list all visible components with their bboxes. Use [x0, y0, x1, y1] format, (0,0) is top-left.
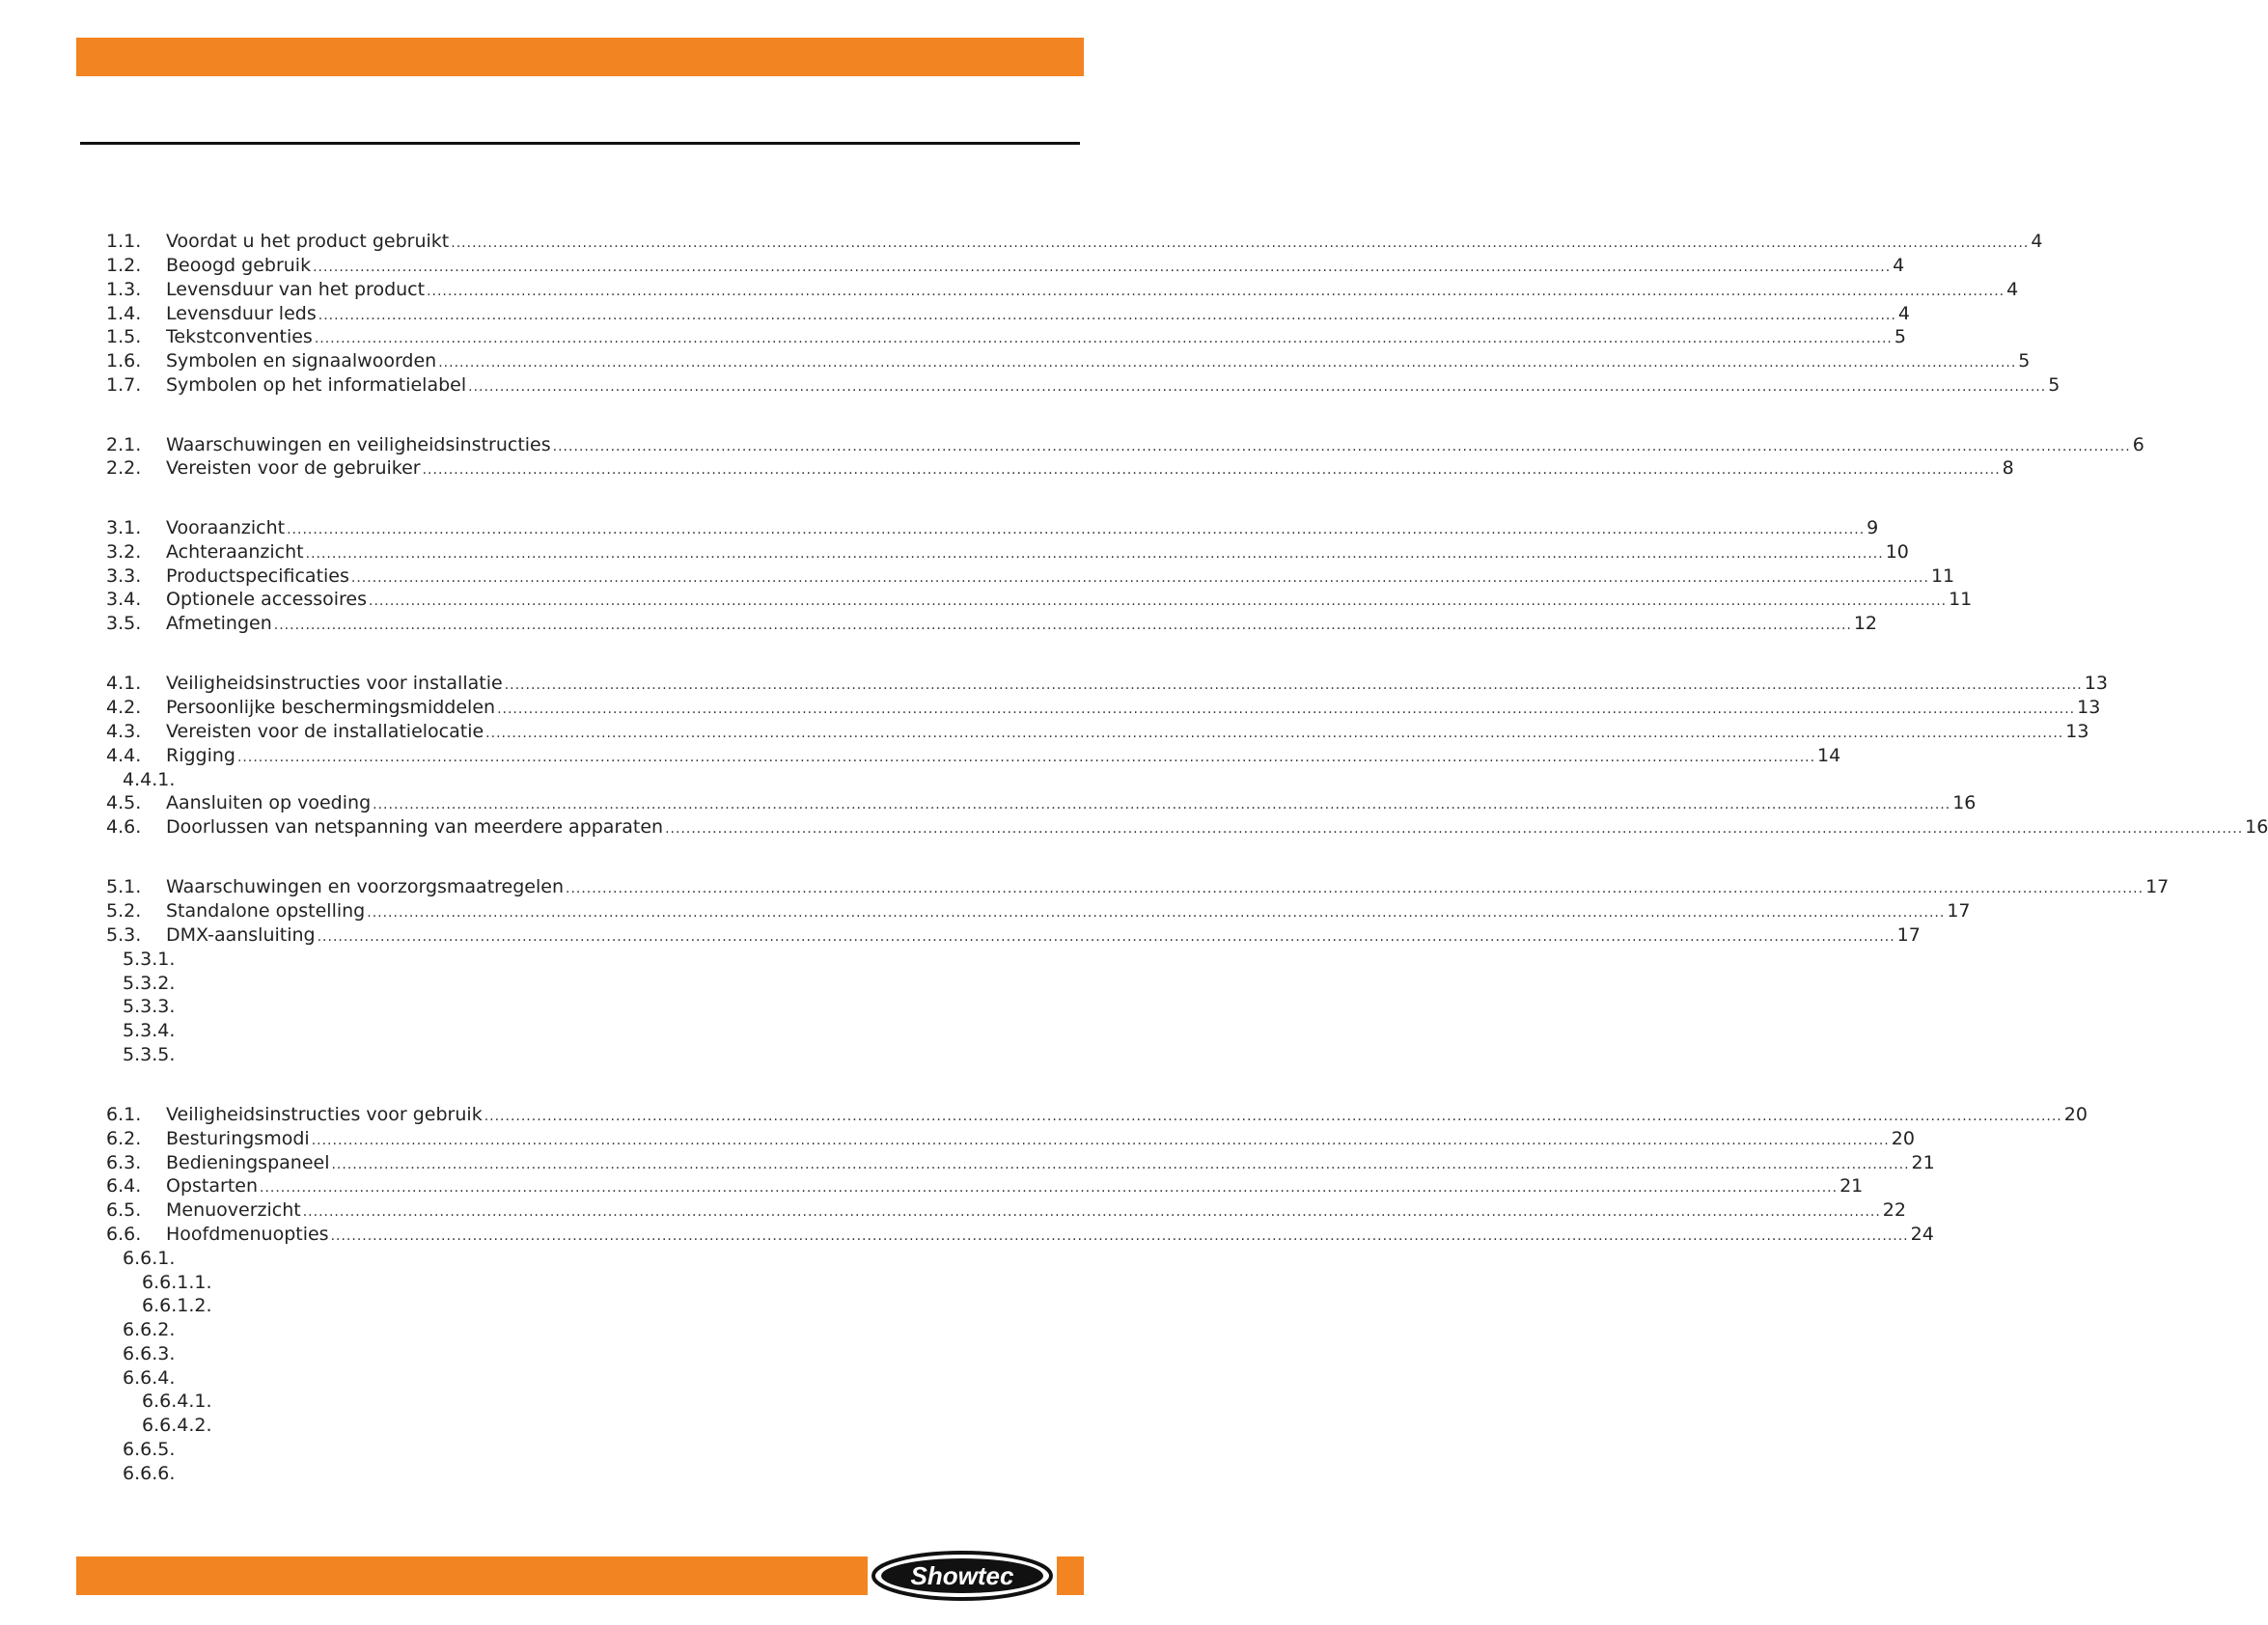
- toc-entry-number: 4.4.1.: [123, 769, 176, 790]
- toc-dot-leader: ............................................................................................................................................................................................................................................................................................................: [468, 379, 2047, 395]
- toc-entry-number: 3.1.: [106, 517, 142, 538]
- toc-entry[interactable]: [0, 1151, 1935, 1175]
- toc-entry-title: Vooraanzicht: [166, 517, 286, 538]
- toc-dot-leader: ............................................................................................................................................................................................................................................................................................................: [317, 929, 1895, 945]
- toc-entry[interactable]: [0, 1318, 1149, 1342]
- toc-entry[interactable]: [0, 768, 1149, 792]
- toc-entry-number: 6.6.6.: [123, 1463, 176, 1484]
- showtec-logo: [868, 1547, 1057, 1605]
- toc-entry[interactable]: [0, 791, 1977, 815]
- toc-dot-leader: ............................................................................................................................................................................................................................................................................................................: [260, 1180, 1839, 1196]
- toc-entry-title: Vereisten voor de gebruiker: [166, 457, 421, 479]
- toc-entry-title: Optionele accessoires: [166, 589, 368, 610]
- toc-entry-title: Opstarten: [166, 1175, 258, 1197]
- toc-entry-page: 5: [2048, 374, 2061, 396]
- toc-entry-page: 17: [2145, 876, 2170, 897]
- toc-entry[interactable]: [0, 1247, 1149, 1271]
- toc-dot-leader: ............................................................................................................................................................................................................................................................................................................: [313, 260, 1892, 275]
- toc-entry[interactable]: [0, 230, 2043, 254]
- toc-dot-leader: ............................................................................................................................................................................................................................................................................................................: [497, 702, 2076, 717]
- toc-entry-page: 4: [2006, 279, 2019, 300]
- toc-entry[interactable]: [0, 923, 1921, 948]
- toc-dot-leader: ............................................................................................................................................................................................................................................................................................................: [311, 1133, 1890, 1148]
- toc-entry-page: 11: [1949, 589, 1973, 610]
- toc-entry-page: 21: [1911, 1152, 1935, 1173]
- toc-entry-line: [166, 1151, 1935, 1177]
- toc-dot-leader: ............................................................................................................................................................................................................................................................................................................: [485, 726, 2064, 741]
- toc-entry-number: 6.3.: [106, 1152, 142, 1173]
- toc-dot-leader: ............................................................................................................................................................................................................................................................................................................: [451, 235, 2030, 251]
- toc-entry-page: 4: [2031, 231, 2043, 252]
- toc-entry[interactable]: [0, 278, 2019, 302]
- toc-entry[interactable]: [0, 433, 2144, 457]
- toc-entry-title: Vereisten voor de installatielocatie: [166, 721, 484, 742]
- toc-entry[interactable]: [0, 672, 2108, 696]
- toc-entry-line: [166, 540, 1909, 566]
- toc-entry-page: 20: [2063, 1104, 2088, 1125]
- toc-entry[interactable]: [0, 540, 1909, 565]
- toc-entry-line: [166, 278, 2019, 304]
- toc-entry-page: 9: [1867, 517, 1879, 538]
- toc-entry-title: Standalone opstelling: [166, 900, 366, 922]
- toc-dot-leader: ............................................................................................................................................................................................................................................................................................................: [427, 284, 2005, 299]
- toc-entry-title: Bedieningspaneel: [166, 1152, 330, 1173]
- toc-entry[interactable]: [0, 1294, 1149, 1318]
- toc-entry-title: Symbolen op het informatielabel: [166, 374, 467, 396]
- toc-entry-line: [166, 254, 1905, 280]
- toc-entry[interactable]: [0, 1174, 1864, 1198]
- toc-entry[interactable]: [0, 696, 2101, 720]
- toc-entry-line: [166, 516, 1879, 542]
- toc-dot-leader: ............................................................................................................................................................................................................................................................................................................: [314, 331, 1893, 346]
- toc-entry[interactable]: [0, 612, 1878, 636]
- toc-entry-page: 10: [1885, 541, 1909, 563]
- toc-entry-number: 5.1.: [106, 876, 142, 897]
- toc-entry[interactable]: [0, 815, 2268, 840]
- toc-entry-line: [166, 349, 2031, 375]
- toc-entry-number: 2.1.: [106, 434, 142, 455]
- toc-dot-leader: ............................................................................................................................................................................................................................................................................................................: [504, 677, 2083, 693]
- toc-entry-line: [166, 744, 1841, 770]
- toc-entry[interactable]: [0, 254, 1905, 278]
- toc-entry-line: [166, 923, 1921, 950]
- toc-entry[interactable]: [0, 373, 2061, 398]
- toc-entry[interactable]: [0, 875, 2170, 899]
- toc-entry-number: 2.2.: [106, 457, 142, 479]
- toc-dot-leader: ............................................................................................................................................................................................................................................................................................................: [330, 1228, 1909, 1244]
- toc-entry-line: [166, 672, 2108, 698]
- toc-entry-number: 4.4.: [106, 745, 142, 766]
- toc-entry[interactable]: [0, 302, 1910, 326]
- toc-entry-line: [166, 565, 1955, 591]
- toc-entry-line: [166, 230, 2043, 256]
- toc-entry-title: Veiligheidsinstructies voor gebruik: [166, 1104, 483, 1125]
- toc-entry-page: 12: [1853, 613, 1878, 634]
- toc-entry-page: 11: [1930, 565, 1955, 587]
- toc-entry-page: 21: [1839, 1175, 1864, 1197]
- toc-entry-number: 1.5.: [106, 326, 142, 347]
- toc-entry-line: [166, 696, 2101, 722]
- toc-entry[interactable]: [0, 325, 1906, 349]
- toc-dot-leader: ............................................................................................................................................................................................................................................................................................................: [273, 618, 1852, 633]
- toc-entry-number: 1.7.: [106, 374, 142, 396]
- toc-entry-line: [166, 1127, 1915, 1153]
- toc-entry-page: 16: [2245, 816, 2268, 838]
- toc-entry[interactable]: [0, 1366, 1149, 1391]
- toc-entry-page: 13: [2077, 697, 2101, 718]
- toc-entry-number: 4.2.: [106, 697, 142, 718]
- toc-entry-number: 1.3.: [106, 279, 142, 300]
- toc-dot-leader: ............................................................................................................................................................................................................................................................................................................: [367, 905, 1946, 921]
- toc-entry-page: 5: [2018, 350, 2031, 372]
- toc-entry[interactable]: [0, 720, 2089, 744]
- toc-entry-title: Waarschuwingen en veiligheidsinstructies: [166, 434, 551, 455]
- toc-entry-line: [166, 1174, 1864, 1200]
- toc-entry-title: Waarschuwingen en voorzorgsmaatregelen: [166, 876, 564, 897]
- toc-entry[interactable]: [0, 1342, 1149, 1366]
- toc-entry-number: 6.1.: [106, 1104, 142, 1125]
- toc-entry-page: 4: [1893, 255, 1905, 276]
- toc-entry-page: 5: [1894, 326, 1906, 347]
- toc-entry[interactable]: [0, 588, 1973, 612]
- toc-entry-line: [166, 456, 2014, 482]
- toc-entry-line: [166, 1198, 1906, 1225]
- toc-entry[interactable]: [0, 744, 1841, 768]
- toc-entry-number: 5.3.1.: [123, 949, 176, 970]
- toc-entry-number: 6.6.4.: [123, 1367, 176, 1389]
- toc-entry-title: Hoofdmenuopties: [166, 1224, 329, 1245]
- toc-entry-line: [166, 588, 1973, 614]
- toc-entry-line: [166, 875, 2170, 901]
- toc-entry-title: Aansluiten op voeding: [166, 792, 372, 813]
- toc-entry-number: 1.4.: [106, 303, 142, 324]
- toc-entry-title: Symbolen en signaalwoorden: [166, 350, 437, 372]
- toc-entry-title: Afmetingen: [166, 613, 272, 634]
- toc-entry-number: 5.3.4.: [123, 1020, 176, 1041]
- toc-entry-number: 6.6.1.: [123, 1248, 176, 1269]
- toc-entry[interactable]: [0, 1390, 1149, 1414]
- toc-entry-page: 16: [1952, 792, 1977, 813]
- toc-entry[interactable]: [0, 995, 1149, 1019]
- toc-entry[interactable]: [0, 1103, 2088, 1127]
- toc-entry-title: DMX-aansluiting: [166, 924, 316, 946]
- toc-entry-number: 4.6.: [106, 816, 142, 838]
- toc-dot-leader: ............................................................................................................................................................................................................................................................................................................: [350, 570, 1929, 586]
- toc-entry-number: 6.6.5.: [123, 1439, 176, 1460]
- toc-entry-number: 6.6.3.: [123, 1343, 176, 1364]
- toc-entry-title: Besturingsmodi: [166, 1128, 310, 1149]
- toc-dot-leader: ............................................................................................................................................................................................................................................................................................................: [369, 593, 1948, 609]
- toc-entry-line: [166, 791, 1977, 817]
- toc-entry-page: 24: [1910, 1224, 1934, 1245]
- toc-entry-page: 13: [2065, 721, 2089, 742]
- toc-entry-line: [166, 899, 1971, 925]
- toc-entry[interactable]: [0, 1223, 1934, 1247]
- toc-entry-line: [166, 815, 2268, 841]
- toc-entry-line: [166, 433, 2144, 459]
- toc-entry[interactable]: [0, 1198, 1906, 1223]
- toc-entry-number: 3.2.: [106, 541, 142, 563]
- toc-entry-page: 6: [2132, 434, 2144, 455]
- toc-entry-line: [166, 302, 1910, 328]
- toc-entry-number: 4.5.: [106, 792, 142, 813]
- toc-dot-leader: ............................................................................................................................................................................................................................................................................................................: [552, 439, 2131, 454]
- toc-dot-leader: ............................................................................................................................................................................................................................................................................................................: [318, 308, 1896, 323]
- toc-entry-title: Doorlussen van netspanning van meerdere apparaten: [166, 816, 664, 838]
- toc-entry-number: 6.6.: [106, 1224, 142, 1245]
- toc-entry-number: 1.6.: [106, 350, 142, 372]
- toc-entry[interactable]: [0, 1019, 1149, 1043]
- toc-entry-page: 13: [2084, 673, 2108, 694]
- toc-dot-leader: ............................................................................................................................................................................................................................................................................................................: [665, 821, 2244, 837]
- toc-entry[interactable]: [0, 349, 2031, 373]
- toc-entry-page: 14: [1817, 745, 1841, 766]
- toc-dot-leader: ............................................................................................................................................................................................................................................................................................................: [566, 881, 2144, 896]
- toc-entry[interactable]: [0, 456, 2014, 481]
- toc-entry-line: [166, 325, 1906, 351]
- toc-entry-number: 5.3.3.: [123, 996, 176, 1017]
- toc-entry-title: Levensduur van het product: [166, 279, 426, 300]
- toc-entry[interactable]: [0, 899, 1971, 923]
- toc-dot-leader: ............................................................................................................................................................................................................................................................................................................: [331, 1157, 1910, 1172]
- toc-entry-line: [166, 1103, 2088, 1129]
- toc-entry-number: 4.1.: [106, 673, 142, 694]
- toc-entry-line: [166, 720, 2089, 746]
- toc-entry-number: 6.6.4.1.: [142, 1391, 212, 1412]
- toc-dot-leader: ............................................................................................................................................................................................................................................................................................................: [236, 750, 1816, 765]
- toc-dot-leader: ............................................................................................................................................................................................................................................................................................................: [287, 522, 1866, 537]
- toc-entry-line: [166, 1223, 1934, 1249]
- toc-entry-number: 5.3.: [106, 924, 142, 946]
- toc-entry[interactable]: [0, 1271, 1149, 1295]
- toc-entry-title: Levensduur leds: [166, 303, 317, 324]
- toc-entry-page: 20: [1891, 1128, 1915, 1149]
- logo-text: Showtec: [910, 1561, 1014, 1590]
- toc-entry-number: 5.3.2.: [123, 973, 176, 994]
- toc-entry-page: 17: [1947, 900, 1971, 922]
- toc-dot-leader: ............................................................................................................................................................................................................................................................................................................: [302, 1204, 1881, 1220]
- toc-entry-number: 3.3.: [106, 565, 142, 587]
- toc-entry-number: 3.5.: [106, 613, 142, 634]
- toc-dot-leader: ............................................................................................................................................................................................................................................................................................................: [373, 797, 1951, 812]
- toc-entry-title: Persoonlijke beschermingsmiddelen: [166, 697, 496, 718]
- toc-entry-title: Achteraanzicht: [166, 541, 304, 563]
- toc-entry[interactable]: [0, 1414, 1149, 1438]
- toc-entry-line: [166, 373, 2061, 399]
- toc-entry-number: 6.6.4.2.: [142, 1415, 212, 1436]
- toc-dot-leader: ............................................................................................................................................................................................................................................................................................................: [438, 355, 2017, 371]
- toc-entry-number: 6.6.1.2.: [142, 1295, 212, 1316]
- toc-entry[interactable]: [0, 565, 1955, 589]
- toc-entry-page: 22: [1882, 1199, 1906, 1221]
- toc-entry-number: 4.3.: [106, 721, 142, 742]
- toc-entry-page: 17: [1896, 924, 1921, 946]
- toc-dot-leader: ............................................................................................................................................................................................................................................................................................................: [484, 1109, 2062, 1124]
- toc-entry-number: 6.2.: [106, 1128, 142, 1149]
- toc-entry-number: 1.1.: [106, 231, 142, 252]
- toc-entry[interactable]: [0, 1438, 1149, 1462]
- toc-entry-number: 5.2.: [106, 900, 142, 922]
- toc-entry-number: 6.5.: [106, 1199, 142, 1221]
- toc-entry-number: 5.3.5.: [123, 1044, 176, 1065]
- toc-entry-number: 6.6.2.: [123, 1319, 176, 1340]
- toc-entry-line: [166, 612, 1878, 638]
- toc-entry-title: Voordat u het product gebruikt: [166, 231, 450, 252]
- toc-dot-leader: ............................................................................................................................................................................................................................................................................................................: [422, 462, 2001, 478]
- toc-dot-leader: ............................................................................................................................................................................................................................................................................................................: [305, 546, 1884, 562]
- toc-entry-page: 4: [1897, 303, 1910, 324]
- toc-entry-title: Tekstconventies: [166, 326, 313, 347]
- toc-entry-title: Beoogd gebruik: [166, 255, 312, 276]
- toc-entry-title: Veiligheidsinstructies voor installatie: [166, 673, 503, 694]
- toc-entry-page: 8: [2002, 457, 2014, 479]
- toc-entry[interactable]: [0, 972, 1149, 996]
- toc-entry-number: 3.4.: [106, 589, 142, 610]
- toc-entry-number: 6.6.1.1.: [142, 1272, 212, 1293]
- toc-entry-title: Menuoverzicht: [166, 1199, 301, 1221]
- toc-entry[interactable]: [0, 1043, 1149, 1067]
- toc-entry-number: 1.2.: [106, 255, 142, 276]
- toc-entry-title: Productspecificaties: [166, 565, 349, 587]
- toc-entry[interactable]: [0, 516, 1879, 540]
- toc-entry[interactable]: [0, 1127, 1915, 1151]
- toc-entry-number: 6.4.: [106, 1175, 142, 1197]
- toc-entry[interactable]: [0, 1462, 1149, 1486]
- toc-entry-title: Rigging: [166, 745, 235, 766]
- toc-entry[interactable]: [0, 948, 1149, 972]
